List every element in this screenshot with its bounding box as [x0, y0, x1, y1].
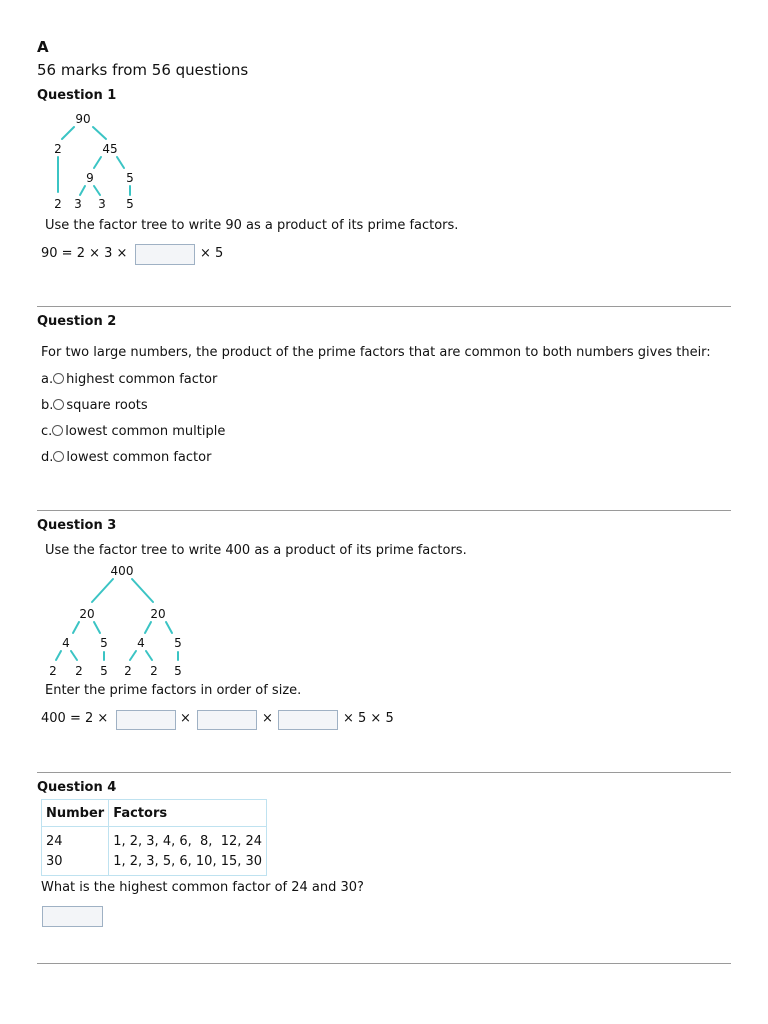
option-letter: b. [41, 398, 54, 413]
tree-node: 9 [86, 171, 94, 185]
times-sign: × [180, 711, 191, 726]
tree-branch [166, 622, 172, 633]
table-cell-factors: 1, 2, 3, 4, 6, 8, 12, 24 [109, 827, 267, 852]
question-3-answer-input-3[interactable] [278, 710, 338, 730]
column-header-factors: Factors [109, 800, 267, 827]
tree-node: 20 [79, 607, 95, 621]
question-1-prompt: Use the factor tree to write 90 as a product of its prime factors. [45, 218, 459, 233]
table-cell-factors: 1, 2, 3, 5, 6, 10, 15, 30 [109, 851, 267, 876]
tree-branch [146, 651, 152, 660]
tree-leaf: 2 [75, 664, 83, 678]
tree-node: 90 [75, 112, 91, 126]
tree-branch [73, 622, 79, 633]
tree-node: 5 [174, 636, 182, 650]
factors-table [41, 799, 267, 876]
question-3-answer-input-2[interactable] [197, 710, 257, 730]
tree-leaf: 2 [49, 664, 57, 678]
option-label: square roots [66, 398, 148, 413]
table-cell-number: 24 [42, 827, 109, 852]
table-row [42, 827, 267, 852]
question-4-prompt: What is the highest common factor of 24 and 30? [41, 880, 364, 895]
divider [37, 963, 731, 964]
divider [37, 772, 731, 773]
tree-leaf: 2 [54, 197, 62, 211]
option-label: lowest common multiple [65, 424, 226, 439]
tree-leaf: 2 [124, 664, 132, 678]
column-header-number: Number [42, 800, 109, 827]
table-row [42, 851, 267, 876]
tree-branch [130, 651, 136, 660]
tree-node: 20 [150, 607, 166, 621]
tree-leaf: 5 [126, 197, 134, 211]
question-3-answer-input-1[interactable] [116, 710, 176, 730]
question-3-equation-right: × 5 × 5 [343, 711, 394, 726]
tree-node: 5 [126, 171, 134, 185]
tree-leaf: 5 [174, 664, 182, 678]
option-label: lowest common factor [66, 450, 212, 465]
table-cell-number: 30 [42, 851, 109, 876]
question-1-equation-right: × 5 [200, 246, 224, 261]
question-4-answer-input[interactable] [42, 906, 103, 927]
tree-branch [145, 622, 151, 633]
tree-node: 5 [100, 636, 108, 650]
tree-branch [132, 579, 153, 602]
tree-node: 45 [102, 142, 118, 156]
tree-node: 2 [54, 142, 62, 156]
option-letter: c. [41, 424, 53, 439]
tree-leaf: 3 [74, 197, 82, 211]
question-1-equation-left: 90 = 2 × 3 × [41, 246, 128, 261]
table-header-row [42, 800, 267, 827]
question-3-heading: Question 3 [37, 518, 117, 533]
tree-node: 4 [62, 636, 70, 650]
question-2-prompt: For two large numbers, the product of the prime factors that are common to both numbers gives their: [41, 345, 711, 360]
option-label: highest common factor [66, 372, 218, 387]
tree-node: 400 [110, 564, 134, 578]
page-title: A [37, 38, 49, 56]
marks-summary: 56 marks from 56 questions [37, 61, 249, 79]
tree-leaf: 5 [100, 664, 108, 678]
question-3-prompt: Use the factor tree to write 400 as a product of its prime factors. [45, 543, 467, 558]
question-4-heading: Question 4 [37, 780, 117, 795]
tree-node: 4 [137, 636, 145, 650]
tree-leaf: 3 [98, 197, 106, 211]
option-letter: d. [41, 450, 54, 465]
question-2-heading: Question 2 [37, 314, 117, 329]
tree-branch [92, 579, 113, 602]
question-3-instruction: Enter the prime factors in order of size. [45, 683, 302, 698]
question-3-equation-left: 400 = 2 × [41, 711, 109, 726]
tree-branch [94, 622, 100, 633]
option-letter: a. [41, 372, 54, 387]
times-sign: × [262, 711, 273, 726]
tree-branch [71, 651, 77, 660]
tree-branch [56, 651, 61, 660]
question-1-heading: Question 1 [37, 88, 117, 103]
tree-leaf: 2 [150, 664, 158, 678]
